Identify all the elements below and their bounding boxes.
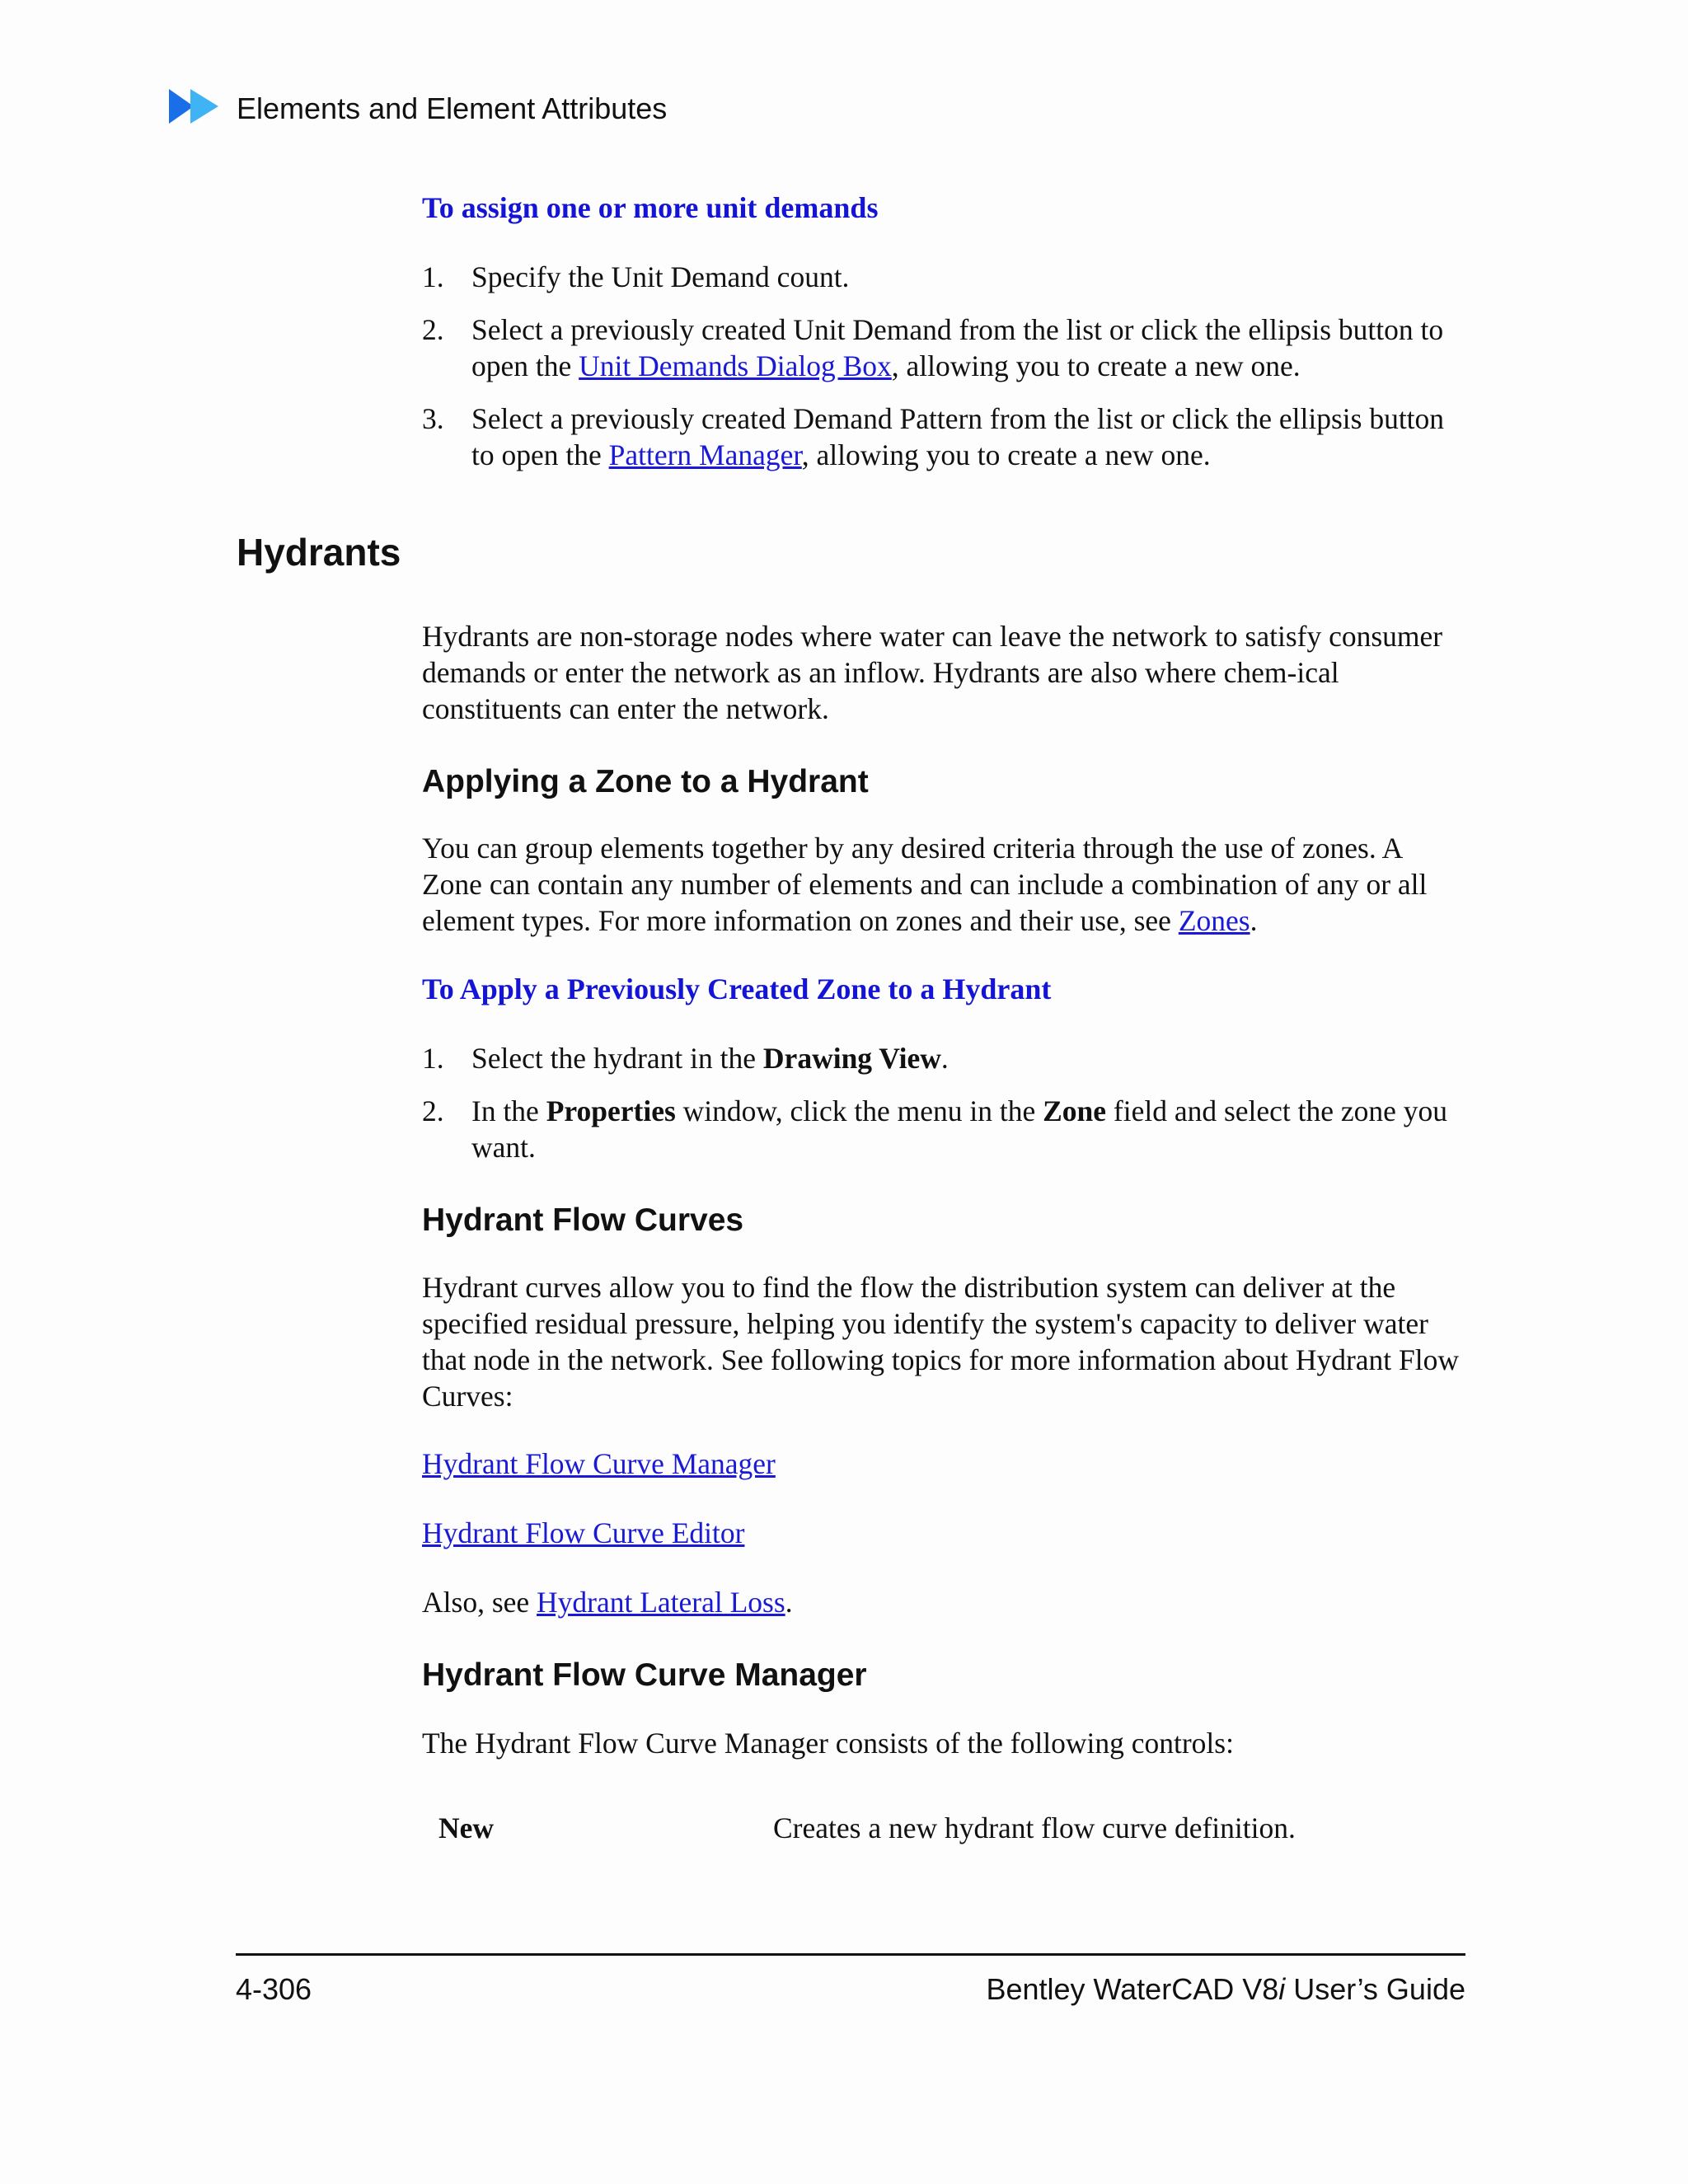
pattern-manager-link[interactable]: Pattern Manager [608, 438, 802, 471]
hydrant-flow-curve-editor-link[interactable]: Hydrant Flow Curve Editor [422, 1516, 745, 1549]
applying-zone-heading: Applying a Zone to a Hydrant [422, 764, 869, 799]
zones-link[interactable]: Zones [1178, 904, 1250, 937]
step-number: 2. [422, 313, 444, 346]
drawing-view-term: Drawing View [762, 1042, 941, 1075]
step-number: 1. [422, 1042, 444, 1075]
hydrants-intro-paragraph: Hydrants are non-storage nodes where water can leave the network to satisfy consumer demands or enter the network as an inflow. Hydrants are also where chem-ical constituents can enter the network. [422, 620, 1443, 725]
manager-paragraph: The Hydrant Flow Curve Manager consists of the following controls: [422, 1727, 1234, 1760]
guide-title: Bentley WaterCAD V8i User’s Guide [986, 1972, 1465, 2006]
step-text: In the Properties window, click the menu in the Zone field and select the zone you want. [471, 1094, 1448, 1164]
running-header-title: Elements and Element Attributes [237, 91, 668, 125]
unit-demands-step-2 [422, 312, 1469, 384]
unit-demands-step-1 [422, 259, 1469, 295]
hydrant-flow-curves-heading: Hydrant Flow Curves [422, 1202, 744, 1238]
flow-curve-editor-link-line [422, 1515, 1469, 1551]
step-number: 2. [422, 1094, 444, 1127]
apply-zone-step-2 [422, 1093, 1469, 1165]
control-term-new: New [438, 1811, 495, 1844]
hydrant-flow-curve-manager-link[interactable]: Hydrant Flow Curve Manager [422, 1447, 776, 1480]
footer-rule [236, 1953, 1465, 1956]
hydrant-lateral-loss-link[interactable]: Hydrant Lateral Loss [537, 1586, 785, 1619]
double-arrow-icon [169, 89, 222, 124]
step-text: Select the hydrant in the Drawing View. [471, 1042, 949, 1075]
zone-paragraph: You can group elements together by any desired criteria through the use of zones. A Zone can contain any number of elements and can include a combination of any or all element types. For more information on zones and their use, see Zones. [422, 832, 1428, 937]
unit-demands-procedure-heading: To assign one or more unit demands [422, 191, 879, 224]
hydrant-flow-curve-manager-heading: Hydrant Flow Curve Manager [422, 1657, 867, 1693]
zone-term: Zone [1043, 1094, 1107, 1127]
page-number: 4-306 [236, 1972, 312, 2006]
control-description-new: Creates a new hydrant flow curve definition. [773, 1811, 1296, 1844]
properties-term: Properties [546, 1094, 676, 1127]
hydrants-heading: Hydrants [237, 531, 401, 574]
unit-demands-dialog-box-link[interactable]: Unit Demands Dialog Box [579, 349, 892, 382]
step-number: 3. [422, 402, 444, 435]
apply-zone-procedure-heading: To Apply a Previously Created Zone to a Hydrant [422, 972, 1052, 1005]
step-number: 1. [422, 260, 444, 293]
also-see-line: Also, see Hydrant Lateral Loss. [422, 1586, 793, 1619]
step-text: Select a previously created Unit Demand from the list or click the ellipsis button to open the Unit Demands Dialog Box, allowing you to create a new one. [471, 313, 1444, 382]
step-text: Select a previously created Demand Pattern from the list or click the ellipsis button to open the Pattern Manager, allowing you to create a new one. [471, 402, 1445, 471]
flow-curve-manager-link-line [422, 1446, 1469, 1482]
apply-zone-step-1 [422, 1040, 1469, 1076]
step-text: Specify the Unit Demand count. [471, 260, 850, 293]
unit-demands-step-3 [422, 401, 1469, 473]
hydrant-flow-curves-paragraph: Hydrant curves allow you to find the flow the distribution system can deliver at the specified residual pressure, helping you identify the system's capacity to deliver water that node in the network. See following topics for more information about Hydrant Flow Curves: [422, 1271, 1460, 1413]
